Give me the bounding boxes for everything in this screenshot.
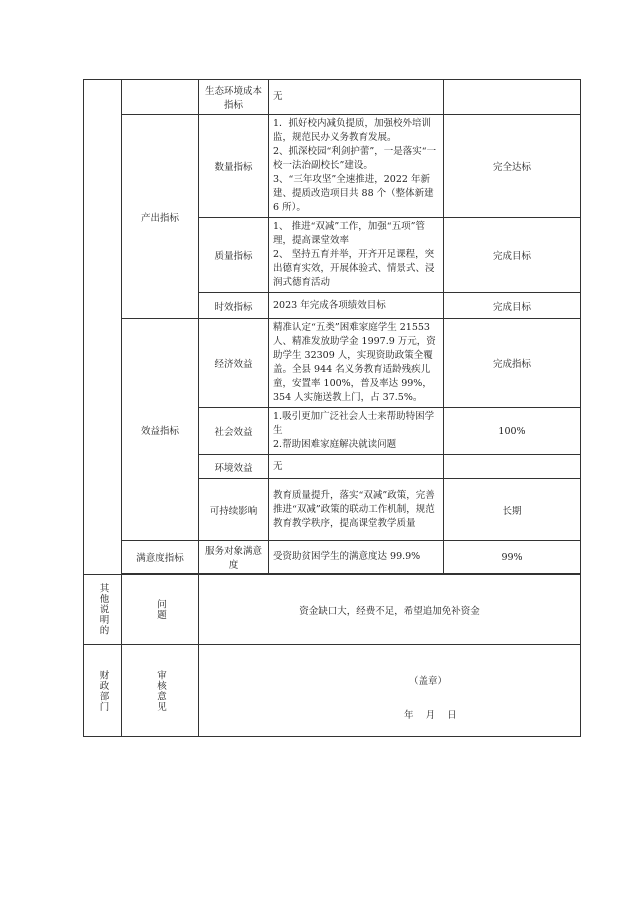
finance-review-box xyxy=(199,645,581,737)
timeliness-content: 2023 年完成各项绩效目标 xyxy=(269,293,444,319)
table-row xyxy=(84,319,581,408)
timeliness-label: 时效指标 xyxy=(199,293,269,319)
economic-label: 经济效益 xyxy=(199,319,269,408)
table-row xyxy=(84,541,581,574)
environment-content: 无 xyxy=(269,455,444,479)
other-notes-label: 其他说明的 xyxy=(84,575,122,645)
environment-result xyxy=(444,455,581,479)
economic-content: 精准认定“五类”困难家庭学生 21553 人、精准发放助学金 1997.9 万元，资助学生 32309 人，实现资助政策全覆盖。全县 944 名义务教育适龄残疾儿童，安置率 100%，普及率达 99%，354 人实施送教上门，占 37.5%。 xyxy=(269,319,444,408)
quantity-result: 完全达标 xyxy=(444,115,581,218)
satisfaction-content: 受资助贫困学生的满意度达 99.9% xyxy=(269,541,444,574)
finance-review-label: 财政部门 xyxy=(84,645,122,737)
seal-text: （盖章） xyxy=(409,676,448,687)
economic-result: 完成指标 xyxy=(444,319,581,408)
quantity-label: 数量指标 xyxy=(199,115,269,218)
environment-label: 环境效益 xyxy=(199,455,269,479)
group-benefit-label: 效益指标 xyxy=(122,319,199,541)
timeliness-result: 完成目标 xyxy=(444,293,581,319)
quality-content: 1、 推进“双减”工作，加强“五项”管理，提高课堂效率 2、 坚持五育并举，开齐开足课程，突出德育实效，开展体验式、情景式、浸润式德育活动 xyxy=(269,218,444,293)
quantity-content: 1．抓好校内减负提质，加强校外培训监，规范民办义务教育发展。 2、抓深校园“利剑护蕾”，一是落实“一校一法治副校长”建设。 3、“三年攻坚”全速推进，2022 年新建、提质改造项目共 88 个（整体新建 6 所）。 xyxy=(269,115,444,218)
sustainable-label: 可持续影响 xyxy=(199,479,269,541)
social-content: 1.吸引更加广泛社会人士来帮助特困学生 2.帮助困难家庭解决就读问题 xyxy=(269,408,444,455)
table-row xyxy=(84,575,581,645)
eco-cost-content: 无 xyxy=(269,80,444,115)
group-output-label: 产出指标 xyxy=(122,115,199,319)
social-result: 100% xyxy=(444,408,581,455)
date-text: 年 月 日 xyxy=(404,710,457,721)
performance-table xyxy=(83,79,581,737)
quality-result: 完成目标 xyxy=(444,218,581,293)
group-satisfaction-label: 满意度指标 xyxy=(122,541,199,574)
social-label: 社会效益 xyxy=(199,408,269,455)
table-row xyxy=(84,80,581,115)
sustainable-content: 教育质量提升，落实“双减”政策，完善推进“双减”政策的联动工作机制，规范教育教学秩序，提高课堂教学质量 xyxy=(269,479,444,541)
outer-blank-cell xyxy=(84,80,122,575)
satisfaction-label: 服务对象满意 度 xyxy=(199,541,269,574)
quality-label: 质量指标 xyxy=(199,218,269,293)
finance-review-sublabel: 审核意见 xyxy=(122,645,199,737)
blank-group-cell xyxy=(122,80,199,115)
other-notes-content: 资金缺口大，经费不足，希望追加免补资金 xyxy=(199,575,581,645)
other-notes-sublabel: 问题 xyxy=(122,575,199,645)
eco-cost-label: 生态环境成本 指标 xyxy=(199,80,269,115)
eco-cost-result xyxy=(444,80,581,115)
table-row xyxy=(84,645,581,737)
sustainable-result: 长期 xyxy=(444,479,581,541)
satisfaction-result: 99% xyxy=(444,541,581,574)
table-row xyxy=(84,115,581,218)
